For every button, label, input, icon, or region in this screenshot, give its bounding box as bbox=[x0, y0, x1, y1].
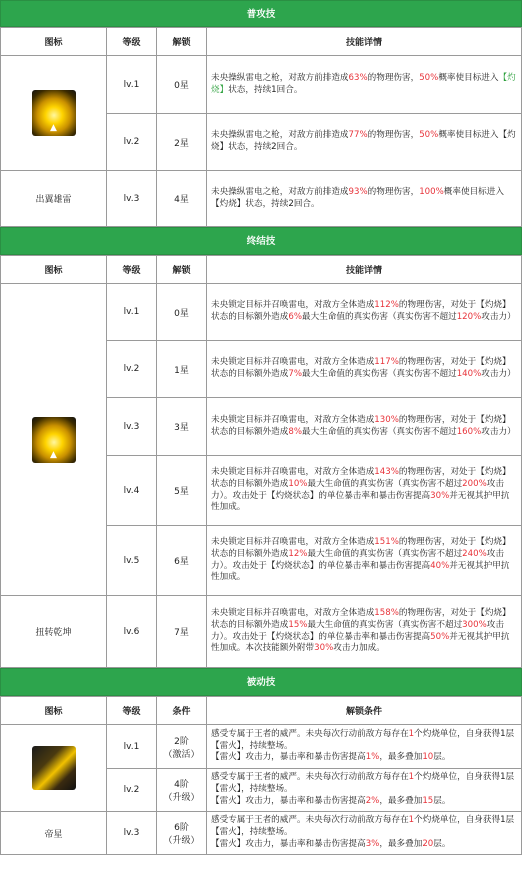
description-cell: 未央操纵雷电之枪，对敌方前排造成63%的物理伤害，50%概率使目标进入【灼烧】状态，持续1回合。 bbox=[207, 56, 522, 114]
header-icon: 图标 bbox=[1, 256, 107, 284]
header-details: 技能详情 bbox=[207, 256, 522, 284]
table-row bbox=[1, 171, 522, 227]
level-cell: lv.3 bbox=[107, 171, 157, 227]
unlock-cell: 4星 bbox=[157, 171, 207, 227]
normal-icon-cell bbox=[1, 56, 107, 171]
level-cell: lv.2 bbox=[107, 341, 157, 398]
table-row bbox=[1, 812, 522, 855]
level-cell: lv.6 bbox=[107, 596, 157, 668]
level-cell: lv.3 bbox=[107, 398, 157, 456]
passive-table bbox=[0, 696, 522, 855]
table-row bbox=[1, 725, 522, 769]
emperor-portrait-icon bbox=[32, 746, 76, 790]
unlock-cell: 3星 bbox=[157, 398, 207, 456]
header-unlock: 解锁 bbox=[157, 28, 207, 56]
condition-cell: 6阶 （升级） bbox=[157, 812, 207, 855]
description-cell: 感受专属于王者的威严。未央每次行动前敌方每存在1个灼烧单位，自身获得1层【雷火】，持续整场。 【雷火】攻击力，暴击率和暴击伤害提高3%，最多叠加20层。 bbox=[207, 812, 522, 855]
level-cell: lv.5 bbox=[107, 526, 157, 596]
level-cell: lv.2 bbox=[107, 114, 157, 171]
description-cell: 未央锁定目标并召唤雷电，对敌方全体造成158%的物理伤害，对处于【灼烧】状态的目标额外造成15%最大生命值的真实伤害（真实伤害不超过300%攻击力）。攻击处于【灼烧状态】的单位暴击率和暴击伤害提高50%并无视其护甲抗性加成。本次技能额外附带30%攻击力加成。 bbox=[207, 596, 522, 668]
table-row bbox=[1, 596, 522, 668]
level-cell: lv.2 bbox=[107, 769, 157, 812]
description-cell: 未央锁定目标并召唤雷电，对敌方全体造成117%的物理伤害，对处于【灼烧】状态的目标额外造成7%最大生命值的真实伤害（真实伤害不超过140%攻击力） bbox=[207, 341, 522, 398]
description-cell: 未央操纵雷电之枪，对敌方前排造成93%的物理伤害，100%概率使目标进入【灼烧】状态，持续2回合。 bbox=[207, 171, 522, 227]
header-level: 等级 bbox=[107, 28, 157, 56]
lightning-spear-icon: ▲ bbox=[32, 90, 76, 136]
level-cell: lv.1 bbox=[107, 284, 157, 341]
skill-name: 帝星 bbox=[1, 812, 107, 855]
unlock-cell: 7星 bbox=[157, 596, 207, 668]
unlock-cell: 2星 bbox=[157, 114, 207, 171]
header-icon: 图标 bbox=[1, 28, 107, 56]
table-row bbox=[1, 56, 522, 114]
header-condition: 条件 bbox=[157, 697, 207, 725]
normal-section-title: 普攻技 bbox=[0, 0, 522, 27]
description-cell: 未央锁定目标并召唤雷电，对敌方全体造成151%的物理伤害，对处于【灼烧】状态的目标额外造成12%最大生命值的真实伤害（真实伤害不超过240%攻击力）。攻击处于【灼烧状态】的单位暴击率和暴击伤害提高40%并无视其护甲抗性加成。 bbox=[207, 526, 522, 596]
description-cell: 未央锁定目标并召唤雷电，对敌方全体造成130%的物理伤害，对处于【灼烧】状态的目标额外造成8%最大生命值的真实伤害（真实伤害不超过160%攻击力） bbox=[207, 398, 522, 456]
header-level: 等级 bbox=[107, 697, 157, 725]
ultimate-icon-cell bbox=[1, 284, 107, 596]
unlock-cell: 0星 bbox=[157, 284, 207, 341]
condition-cell: 2阶 （激活） bbox=[157, 725, 207, 769]
ultimate-table bbox=[0, 255, 522, 668]
header-details: 技能详情 bbox=[207, 28, 522, 56]
description-cell: 感受专属于王者的威严。未央每次行动前敌方每存在1个灼烧单位，自身获得1层【雷火】，持续整场。 【雷火】攻击力，暴击率和暴击伤害提高2%，最多叠加15层。 bbox=[207, 769, 522, 812]
lightning-storm-icon: ▲ bbox=[32, 417, 76, 463]
table-row bbox=[1, 284, 522, 341]
header-icon: 图标 bbox=[1, 697, 107, 725]
unlock-cell: 5星 bbox=[157, 456, 207, 526]
normal-table bbox=[0, 27, 522, 227]
level-cell: lv.1 bbox=[107, 56, 157, 114]
header-unlock-condition: 解锁条件 bbox=[207, 697, 522, 725]
passive-icon-cell bbox=[1, 725, 107, 812]
description-cell: 未央锁定目标并召唤雷电，对敌方全体造成112%的物理伤害，对处于【灼烧】状态的目标额外造成6%最大生命值的真实伤害（真实伤害不超过120%攻击力） bbox=[207, 284, 522, 341]
ultimate-section-title: 终结技 bbox=[0, 227, 522, 255]
description-cell: 未央操纵雷电之枪，对敌方前排造成77%的物理伤害，50%概率使目标进入【灼烧】状态，持续2回合。 bbox=[207, 114, 522, 171]
unlock-cell: 1星 bbox=[157, 341, 207, 398]
level-cell: lv.4 bbox=[107, 456, 157, 526]
skill-name: 扭转乾坤 bbox=[1, 596, 107, 668]
passive-section-title: 被动技 bbox=[0, 668, 522, 696]
header-level: 等级 bbox=[107, 256, 157, 284]
header-unlock: 解锁 bbox=[157, 256, 207, 284]
skill-name: 出翼雄雷 bbox=[1, 171, 107, 227]
unlock-cell: 0星 bbox=[157, 56, 207, 114]
level-cell: lv.3 bbox=[107, 812, 157, 855]
unlock-cell: 6星 bbox=[157, 526, 207, 596]
condition-cell: 4阶 （升级） bbox=[157, 769, 207, 812]
description-cell: 未央锁定目标并召唤雷电，对敌方全体造成143%的物理伤害，对处于【灼烧】状态的目标额外造成10%最大生命值的真实伤害（真实伤害不超过200%攻击力）。攻击处于【灼烧状态】的单位暴击率和暴击伤害提高30%并无视其护甲抗性加成。 bbox=[207, 456, 522, 526]
description-cell: 感受专属于王者的威严。未央每次行动前敌方每存在1个灼烧单位，自身获得1层【雷火】，持续整场。 【雷火】攻击力，暴击率和暴击伤害提高1%，最多叠加10层。 bbox=[207, 725, 522, 769]
level-cell: lv.1 bbox=[107, 725, 157, 769]
